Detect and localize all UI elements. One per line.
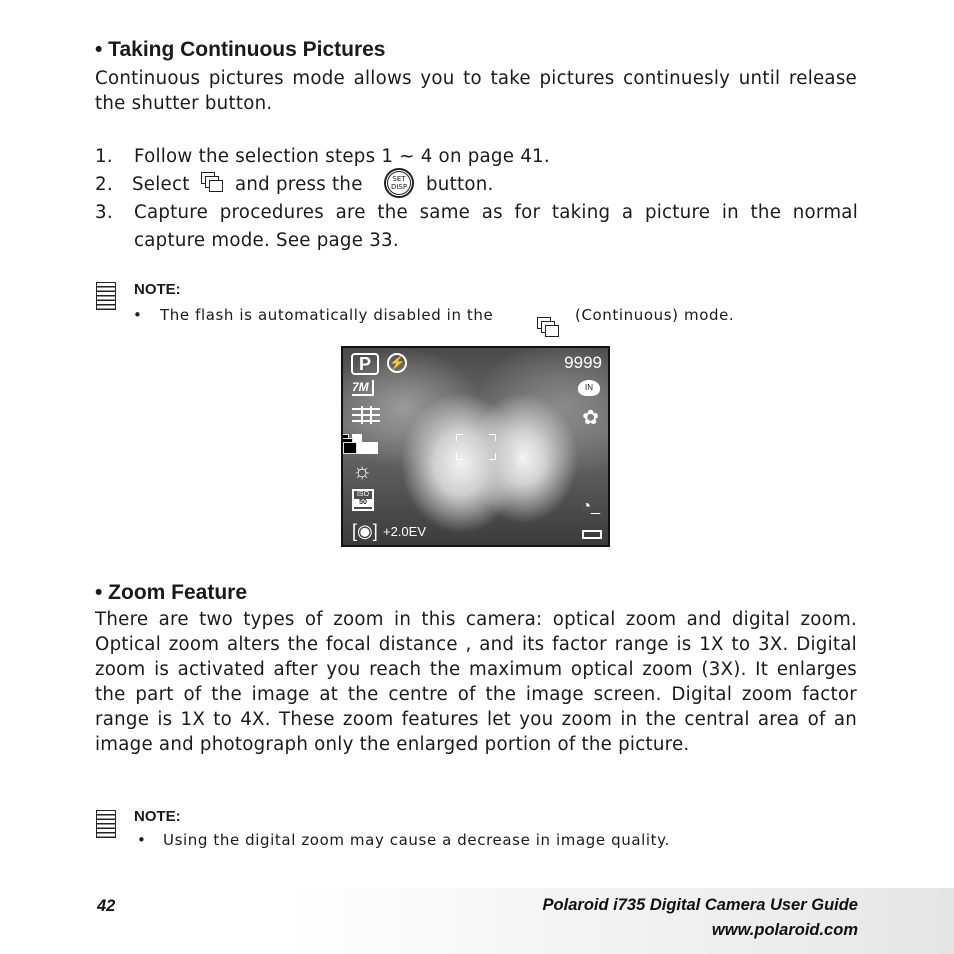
step-2-text-c: button. [426,174,494,195]
note-icon [96,282,116,310]
continuous-intro: Continuous pictures mode allows you to take pictures continuesly until release the shutter button. [95,68,857,114]
page-number: 42 [97,897,116,915]
set-label: SET [392,175,406,183]
section-title-zoom: • Zoom Feature [95,581,248,604]
focus-frame [456,434,496,460]
quality-icon [352,406,380,424]
set-disp-button-icon [384,168,414,198]
zoom-body: There are two types of zoom in this camera: optical zoom and digital zoom. Optical zoom alters the focal distance , and its factor range is 1X to 3X. Digital zoom is activated after you reach the maximum optical zoom (3X). It enlarges the part of the image at the centre of the image screen. Digital zoom factor range is 1X to 4X. These zoom features let you zoom in the central area of an image and photograph only the enlarged portion of the picture. [95,609,857,755]
ev-value: +2.0EV [383,524,427,539]
step-1-number: 1. [95,146,113,167]
memory-icon: IN [578,380,600,396]
iso-label: ISO [356,491,370,498]
macro-icon: ✿ [582,407,599,429]
white-balance-icon: ☼ [352,458,373,483]
note-text-a: The flash is automatically disabled in the [160,306,494,324]
footer-title: Polaroid i735 Digital Camera User Guide [542,896,858,914]
continuous-icon [341,434,355,452]
step-2-number: 2. [95,174,113,195]
battery-icon [582,530,602,539]
step-3-number: 3. [95,202,113,223]
note-bullet: • [133,306,143,324]
continuous-mode-icon [201,172,221,190]
footer-url: www.polaroid.com [711,921,858,939]
disp-label: DISP [390,183,408,191]
note-label: NOTE: [134,808,181,825]
note-icon [96,810,116,838]
section-title-continuous: • Taking Continuous Pictures [95,38,386,61]
self-timer-icon: ◔_ [581,498,600,515]
step-3-line2: capture mode. See page 33. [134,230,399,251]
flash-off-icon: ⚡ [387,353,407,373]
step-2-text-b: and press the [235,174,363,195]
shots-remaining: 9999 [564,353,602,372]
iso-icon [352,489,374,511]
step-1-text: Follow the selection steps 1 ~ 4 on page 41. [134,146,550,167]
note-text: Using the digital zoom may cause a decrease in image quality. [163,831,670,849]
continuous-mode-icon [537,317,557,335]
note-text-b: (Continuous) mode. [575,306,735,324]
iso-value: 50 [354,499,372,507]
step-3-line1: Capture procedures are the same as for taking a picture in the normal [134,202,858,223]
program-mode-icon: P [351,353,379,375]
camera-lcd-screen [341,346,610,547]
note-bullet: • [137,831,147,849]
step-2-text-a: Select [132,174,190,195]
resolution-icon: 7M [352,380,374,396]
note-label: NOTE: [134,281,181,298]
metering-icon: [◉] [352,521,378,541]
